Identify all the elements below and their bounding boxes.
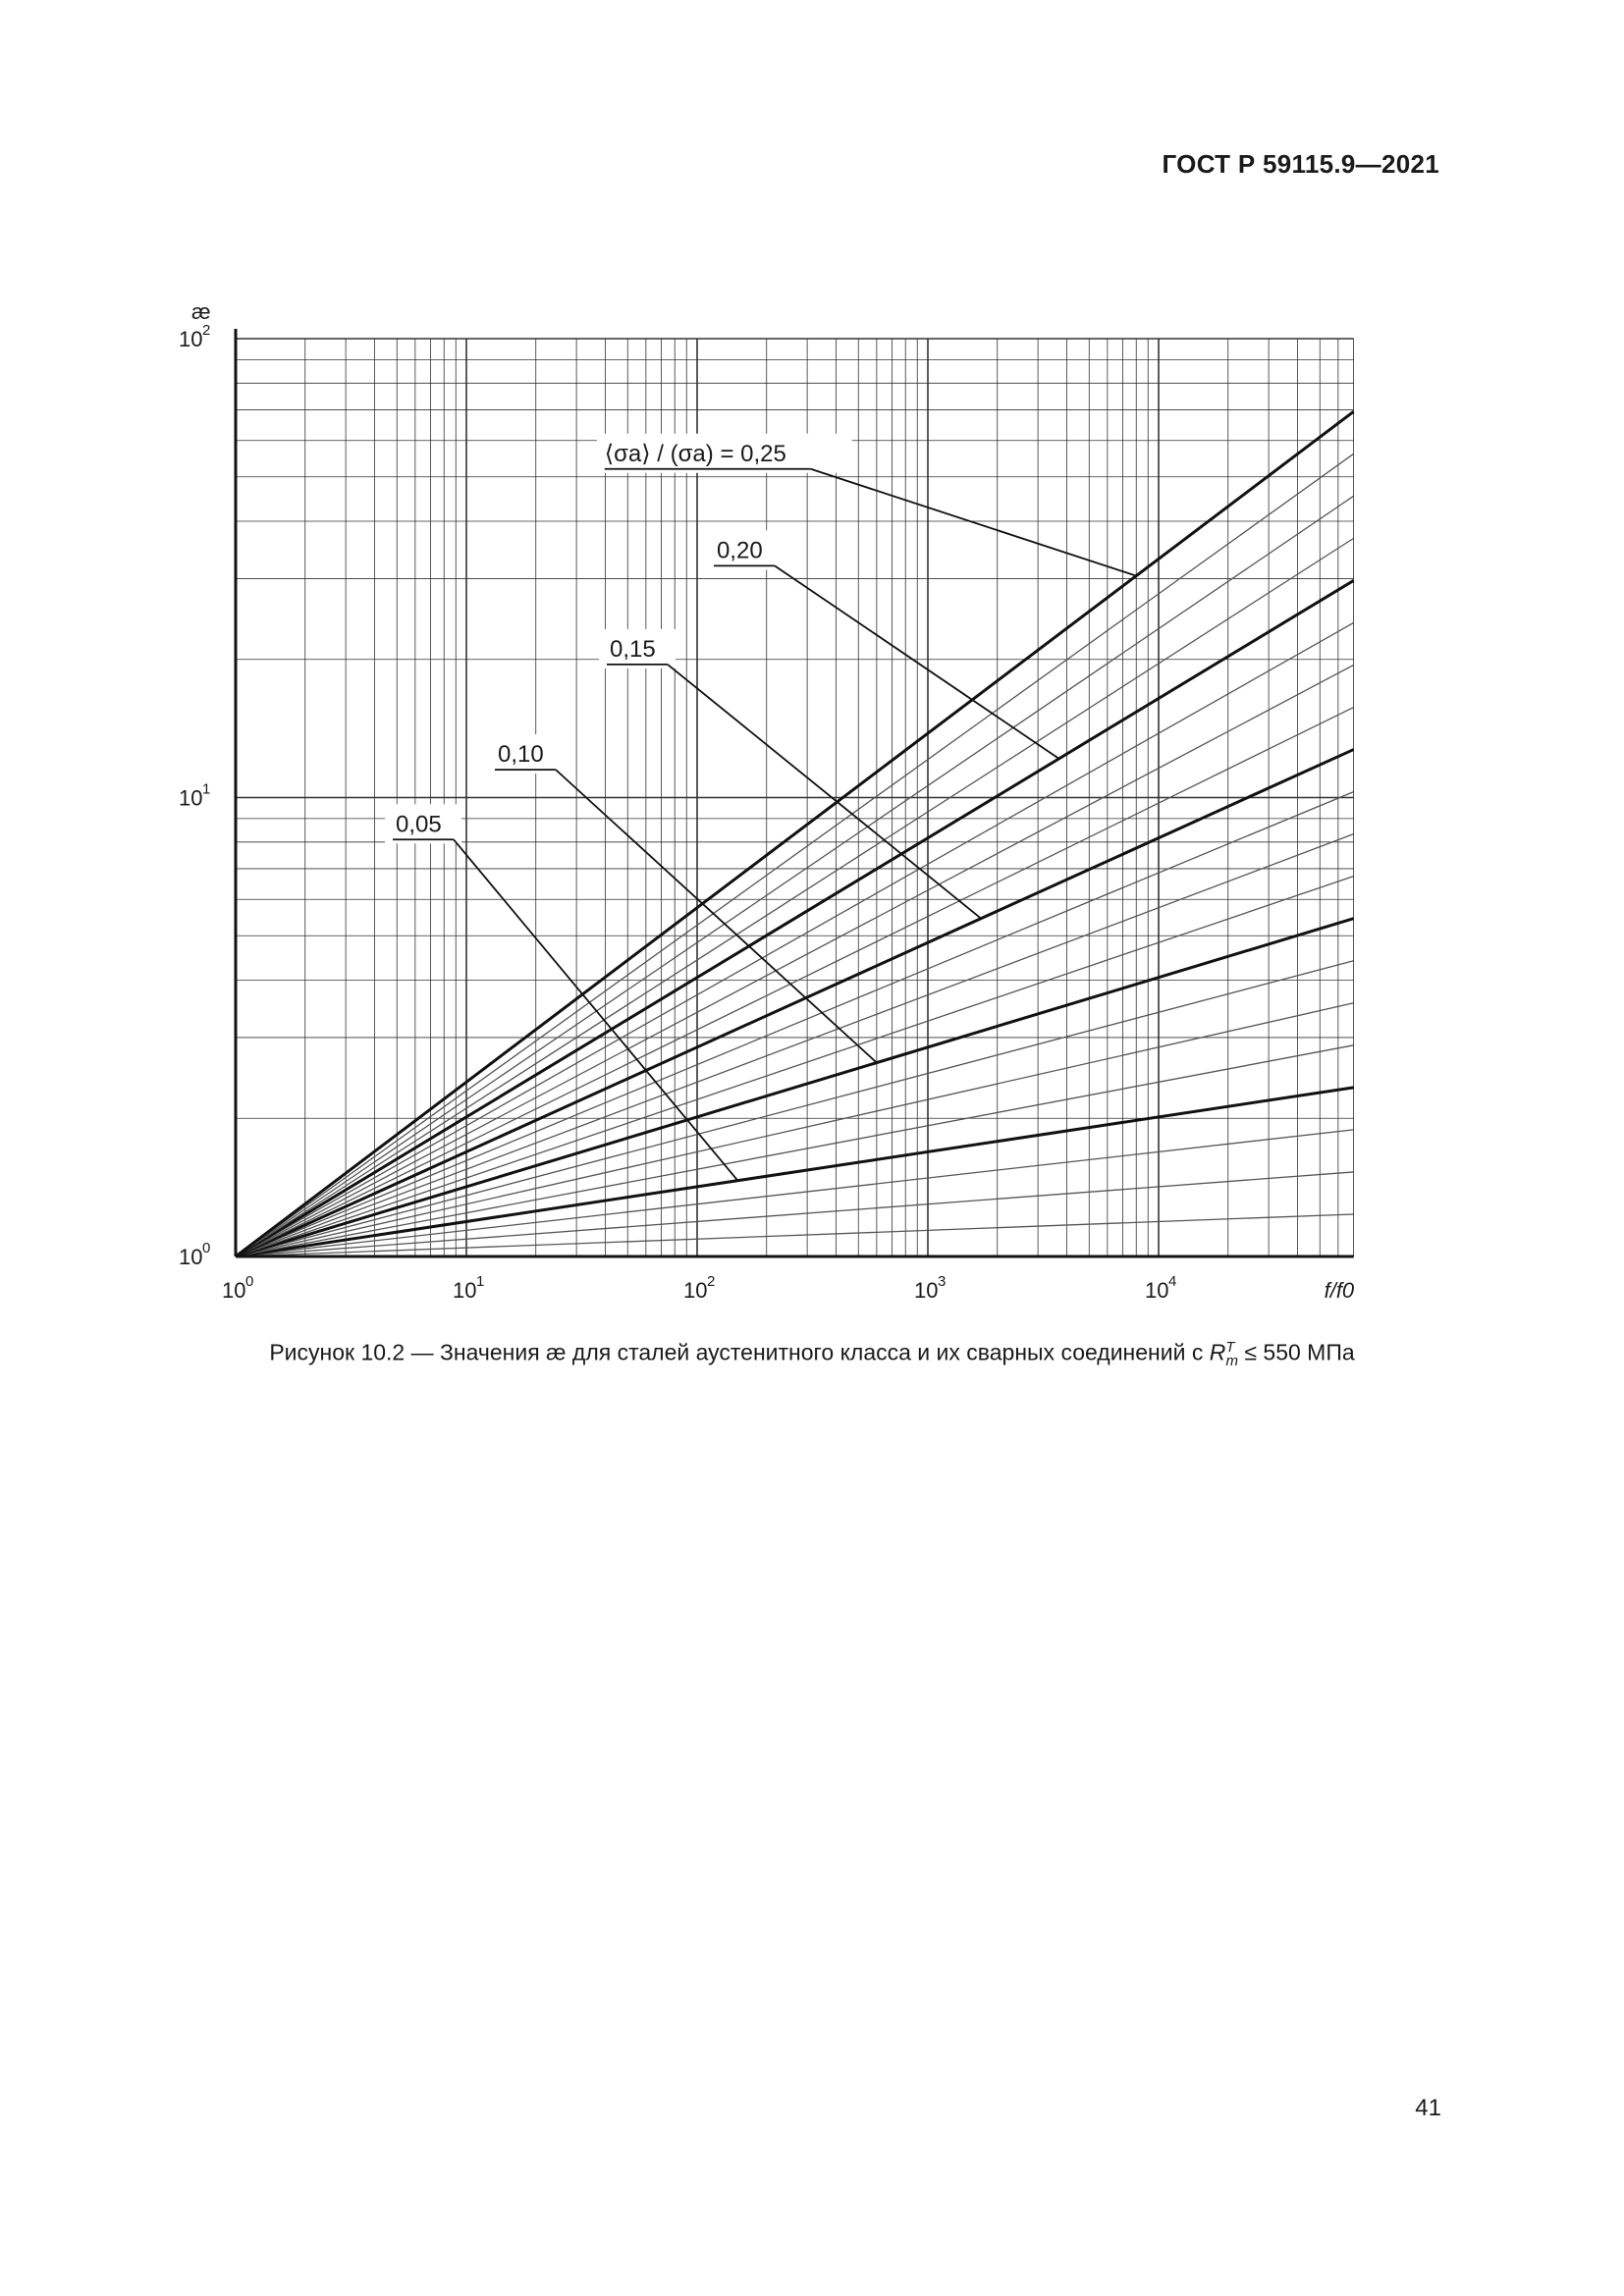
y-tick-label: 10 <box>179 785 203 811</box>
curve-line <box>236 454 1354 1256</box>
curve-line <box>236 961 1354 1256</box>
annotation-label: 0,15 <box>609 635 656 663</box>
annotation-leader <box>668 665 981 919</box>
x-axis-label: f/f0 <box>1324 1278 1355 1303</box>
caption-tail: ≤ 550 МПа <box>1238 1339 1355 1365</box>
x-tick-exponent: 3 <box>938 1273 947 1290</box>
grid <box>236 339 1354 1256</box>
curve-line <box>236 792 1354 1256</box>
curve-line <box>236 580 1354 1256</box>
curve-line <box>236 1045 1354 1256</box>
curve-line <box>236 919 1354 1256</box>
x-tick-exponent: 0 <box>245 1273 254 1290</box>
annotation-leader <box>775 565 1059 759</box>
curve-line <box>236 496 1354 1256</box>
document-code: ГОСТ Р 59115.9—2021 <box>1162 149 1439 179</box>
x-tick-exponent: 4 <box>1168 1273 1177 1290</box>
x-tick-exponent: 1 <box>476 1273 485 1290</box>
x-tick-label: 10 <box>914 1278 939 1303</box>
annotation-leader <box>454 839 737 1180</box>
y-tick-label: 10 <box>179 1245 203 1269</box>
figure-caption <box>0 1339 1624 1369</box>
curve-line <box>236 665 1354 1256</box>
x-tick-label: 10 <box>1145 1278 1169 1303</box>
page-number: 41 <box>1415 2095 1441 2121</box>
curve-line <box>236 622 1354 1256</box>
caption-text: Рисунок 10.2 — Значения æ для сталей аустенитного класса и их сварных соединений с <box>269 1339 1210 1365</box>
x-tick-label: 10 <box>453 1278 477 1303</box>
caption-superscript: T <box>1225 1339 1235 1356</box>
y-tick-exponent: 0 <box>202 1240 211 1256</box>
curve-line <box>236 1172 1354 1256</box>
annotation-label: 0,10 <box>497 741 544 769</box>
curve-line <box>236 708 1354 1256</box>
curve-line <box>236 877 1354 1256</box>
annotation-label: ⟨σa⟩ / (σa) = 0,25 <box>604 440 786 467</box>
chart-svg <box>147 285 1414 1315</box>
x-tick-exponent: 2 <box>707 1273 716 1290</box>
figure-chart <box>147 285 1414 1315</box>
y-tick-exponent: 1 <box>202 780 211 798</box>
curve-line <box>236 1214 1354 1256</box>
y-axis-label: æ <box>191 299 211 324</box>
caption-variable: R <box>1209 1339 1226 1365</box>
annotation-label: 0,05 <box>396 811 442 838</box>
curve-line <box>236 1088 1354 1256</box>
x-tick-label: 10 <box>683 1278 708 1303</box>
annotation-leader <box>811 469 1136 576</box>
x-tick-label: 10 <box>222 1278 246 1303</box>
y-tick-exponent: 2 <box>202 322 211 339</box>
y-tick-label: 10 <box>179 327 203 351</box>
annotation-label: 0,20 <box>716 537 763 564</box>
caption-subscript: m <box>1225 1353 1239 1370</box>
